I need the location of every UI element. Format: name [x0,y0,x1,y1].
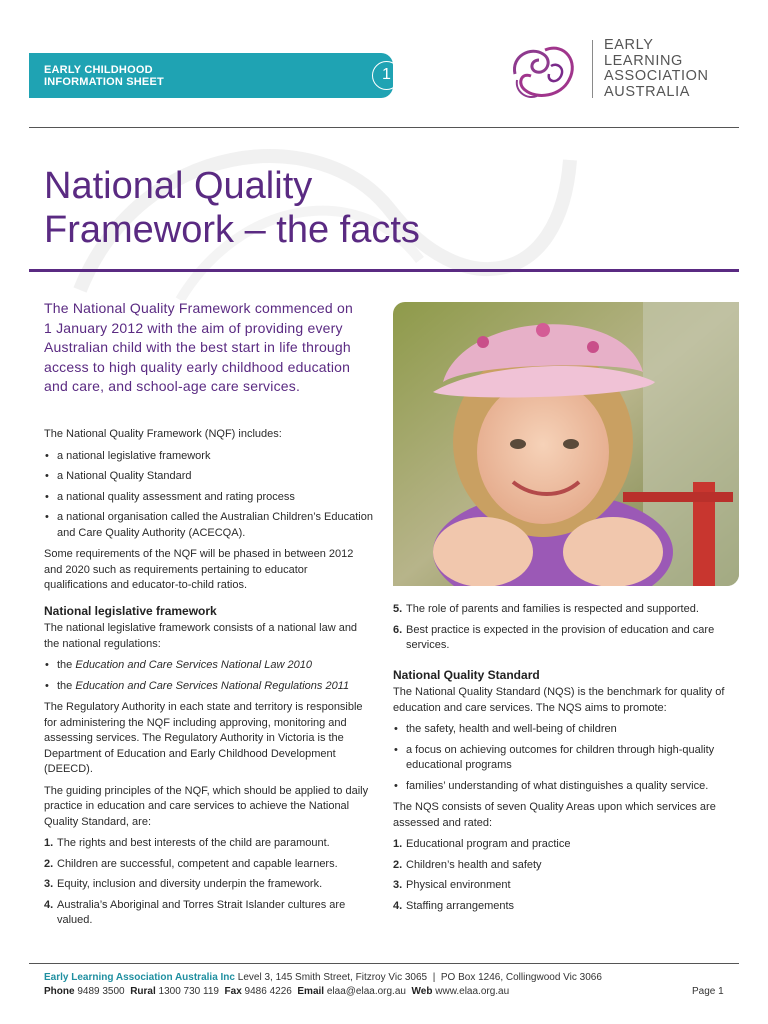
list-item [44,857,374,873]
right-column [393,602,733,920]
email-label: Email [297,986,325,997]
sheet-number-badge: 1 [372,61,401,90]
title-line-2: Framework – the facts [44,209,420,251]
item-text: Australia’s Aboriginal and Torres Strait Islander cultures are valued. [57,898,346,926]
footer-po-box: PO Box 1246, Collingwood Vic 3066 [440,972,602,983]
logo-divider [592,40,593,98]
logo-line: EARLY [604,37,654,53]
nqf-includes-list [44,449,374,542]
list-item [393,837,733,853]
regulations-title: Education and Care Services National Regulations 2011 [75,679,350,692]
item-text: Physical environment [406,879,511,891]
legislative-list [44,658,374,694]
child-photo [393,302,739,586]
list-item [44,679,374,695]
footer-address: Level 3, 145 Smith Street, Fitzroy Vic 3065 [237,972,428,983]
list-item: • the safety, health and well-being of children [393,722,733,738]
nqs-intro: The National Quality Standard (NQS) is the benchmark for quality of education and care services. The NQS aims to promote: [393,686,725,714]
quality-areas-list [393,837,733,914]
list-item: • a national quality assessment and rating process [44,490,374,506]
phone-label: Phone [44,986,75,997]
web-link[interactable]: www.elaa.org.au [435,986,510,997]
list-item: • a focus on achieving outcomes for children through high-quality educational programs [393,743,733,774]
rural-value: 1300 730 119 [158,986,219,997]
info-sheet-banner [29,53,393,98]
item-text: Children are successful, competent and capable learners. [57,857,338,870]
item-text: Children’s health and safety [406,858,542,871]
list-item [44,877,374,893]
item-number: 3. [44,878,54,890]
legislative-heading: National legislative framework [44,603,217,618]
phone-value: 9489 3500 [77,986,125,997]
web-label: Web [411,986,433,997]
list-item: • a National Quality Standard [44,469,374,485]
item-number: 4. [44,898,54,911]
item-text: Staffing arrangements [406,899,515,912]
page-number: Page 1 [692,986,724,997]
list-item [44,658,374,674]
principles-list-continued [393,602,733,654]
footer-org-name: Early Learning Association Australia Inc [44,972,235,983]
item-text: Equity, inclusion and diversity underpin the framework. [57,878,323,890]
item-number: 6. [393,623,403,636]
list-item [393,602,733,618]
footer-address-line [44,972,602,983]
legis-prefix: the [57,659,73,671]
logo-line: ASSOCIATION [604,68,709,84]
logo-line: LEARNING [604,52,683,69]
list-item: • a national legislative framework [44,449,374,465]
item-text: The rights and best interests of the child are paramount. [57,837,330,849]
list-item [44,898,374,929]
title-line-1: National Quality [44,165,313,207]
item-number: 3. [393,879,403,891]
phased-paragraph: Some requirements of the NQF will be phased in between 2012 and 2020 such as requirements pertaining to educator qualifications and educator-to-child ratios. [44,548,354,591]
item-number: 4. [393,899,403,912]
list-item: • families’ understanding of what distinguishes a quality service. [393,779,733,795]
logo-line: AUSTRALIA [604,83,690,100]
rural-label: Rural [130,986,156,997]
footer-rule [29,963,739,964]
nqs-heading: National Quality Standard [393,667,540,682]
left-column [44,427,374,935]
banner-line-2: INFORMATION SHEET [44,76,164,88]
footer-contact-line [44,986,509,997]
legis-prefix: the [57,679,73,692]
fax-label: Fax [224,986,242,997]
item-number: 2. [44,857,54,870]
item-number: 1. [393,838,403,850]
title-rule [29,269,739,272]
quality-areas-intro: The NQS consists of seven Quality Areas upon which services are assessed and rated: [393,801,716,829]
list-item [393,899,733,915]
item-text: The role of parents and families is respected and supported. [406,603,699,615]
page-title [44,164,684,252]
list-item [393,878,733,894]
nqf-includes-heading: The National Quality Framework (NQF) includes: [44,428,282,440]
item-number: 5. [393,603,403,615]
email-link[interactable]: elaa@elaa.org.au [326,986,406,997]
fax-value: 9486 4226 [244,986,292,997]
principles-intro: The guiding principles of the NQF, which should be applied to daily practice in education and care services to achieve the National Quality Standard, are: [44,784,369,828]
item-text: Educational program and practice [406,838,571,850]
list-item [393,858,733,874]
legislative-intro: The national legislative framework consists of a national law and the national regulations: [44,622,358,650]
intro-paragraph: The National Quality Framework commenced on 1 January 2012 with the aim of providing every Australian child with the best start in life through access to high quality early childhood education and care, and school-age care services. [44,300,353,394]
list-item: • a national organisation called the Australian Children’s Education and Care Quality Authority (ACECQA). [44,510,374,541]
list-item [393,623,733,654]
principles-list [44,836,374,929]
law-title: Education and Care Services National Law 2010 [75,659,313,671]
elaa-logo-icon [507,40,581,104]
list-item [44,836,374,852]
banner-line-1: EARLY CHILDHOOD [44,64,153,76]
item-number: 1. [44,837,54,849]
footer-separator: | [432,972,436,983]
regulatory-paragraph: The Regulatory Authority in each state and territory is responsible for administering the NQF including approving, monitoring and assessing services. The Regulatory Authority in Victoria is the Department of Education and Early Childhood Development (DEECD). [44,701,363,775]
logo-wordmark [604,38,709,100]
item-text: Best practice is expected in the provision of education and care services. [406,623,715,651]
header-rule [29,127,739,128]
item-number: 2. [393,858,403,871]
nqs-aims-list [393,722,733,794]
